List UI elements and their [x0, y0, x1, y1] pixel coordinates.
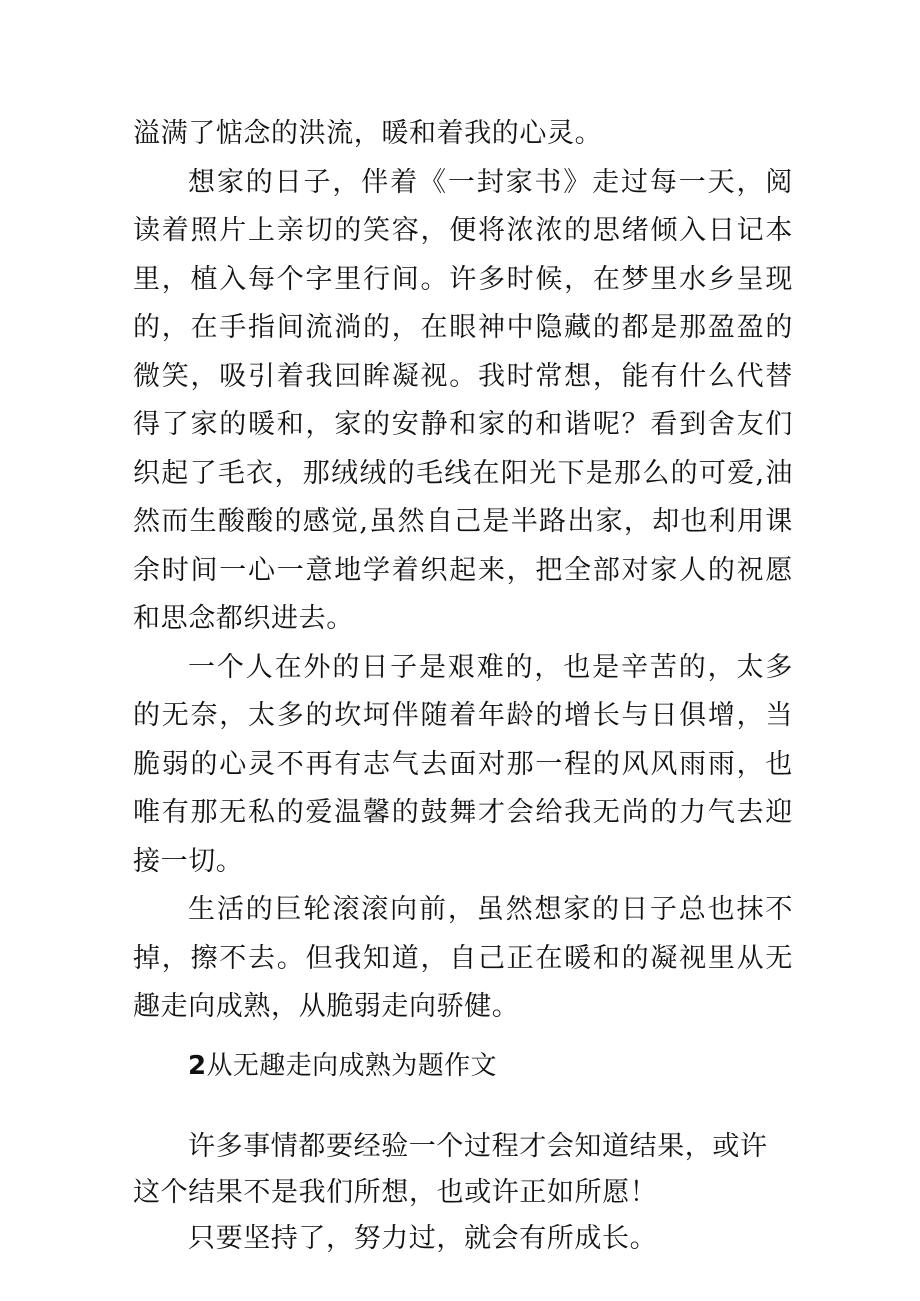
- section-heading: [133, 1042, 793, 1090]
- paragraph-homesick-days: 想家的日子，伴着《一封家书》走过每一天，阅读着照片上亲切的笑容，便将浓浓的思绪倾入日记本里，植入每个字里行间。许多时候，在梦里水乡呈现的，在手指间流淌的，在眼神中隐藏的都是那盈盈的微笑，吸引着我回眸凝视。我时常想，能有什么代替得了家的暖和，家的安静和家的和谐呢？看到舍友们织起了毛衣，那绒绒的毛线在阳光下是那么的可爱,油然而生酸酸的感觉,虽然自己是半路出家，却也利用课余时间一心一意地学着织起来，把全部对家人的祝愿和思念都织进去。: [133, 166, 793, 634]
- paragraph-hardship: 一个人在外的日子是艰难的，也是辛苦的，太多的无奈，太多的坎坷伴随着年龄的增长与日俱增，当脆弱的心灵不再有志气去面对那一程的风风雨雨，也唯有那无私的爱温馨的鼓舞才会给我无尚的力气去迎接一切。: [133, 651, 793, 877]
- paragraph-continuation: 溢满了惦念的洪流，暖和着我的心灵。: [133, 118, 603, 149]
- paragraph-experience-line-2: 这个结果不是我们所想，也或许正如所愿！: [133, 1176, 658, 1208]
- paragraph-experience-line-1: 许多事情都要经验一个过程才会知道结果，或许: [188, 1130, 768, 1162]
- section-2-body: [133, 1124, 793, 1262]
- document-body: [133, 110, 793, 1262]
- paragraph-persist: 只要坚持了，努力过，就会有所成长。: [188, 1222, 658, 1254]
- section-title: 从无趣走向成熟为题作文: [206, 1050, 497, 1081]
- section-number: 2: [188, 1050, 207, 1081]
- paragraph-growth: 生活的巨轮滚滚向前，虽然想家的日子总也抹不掉，擦不去。但我知道，自己正在暖和的凝视里从无趣走向成熟，从脆弱走向骄健。: [133, 894, 793, 1022]
